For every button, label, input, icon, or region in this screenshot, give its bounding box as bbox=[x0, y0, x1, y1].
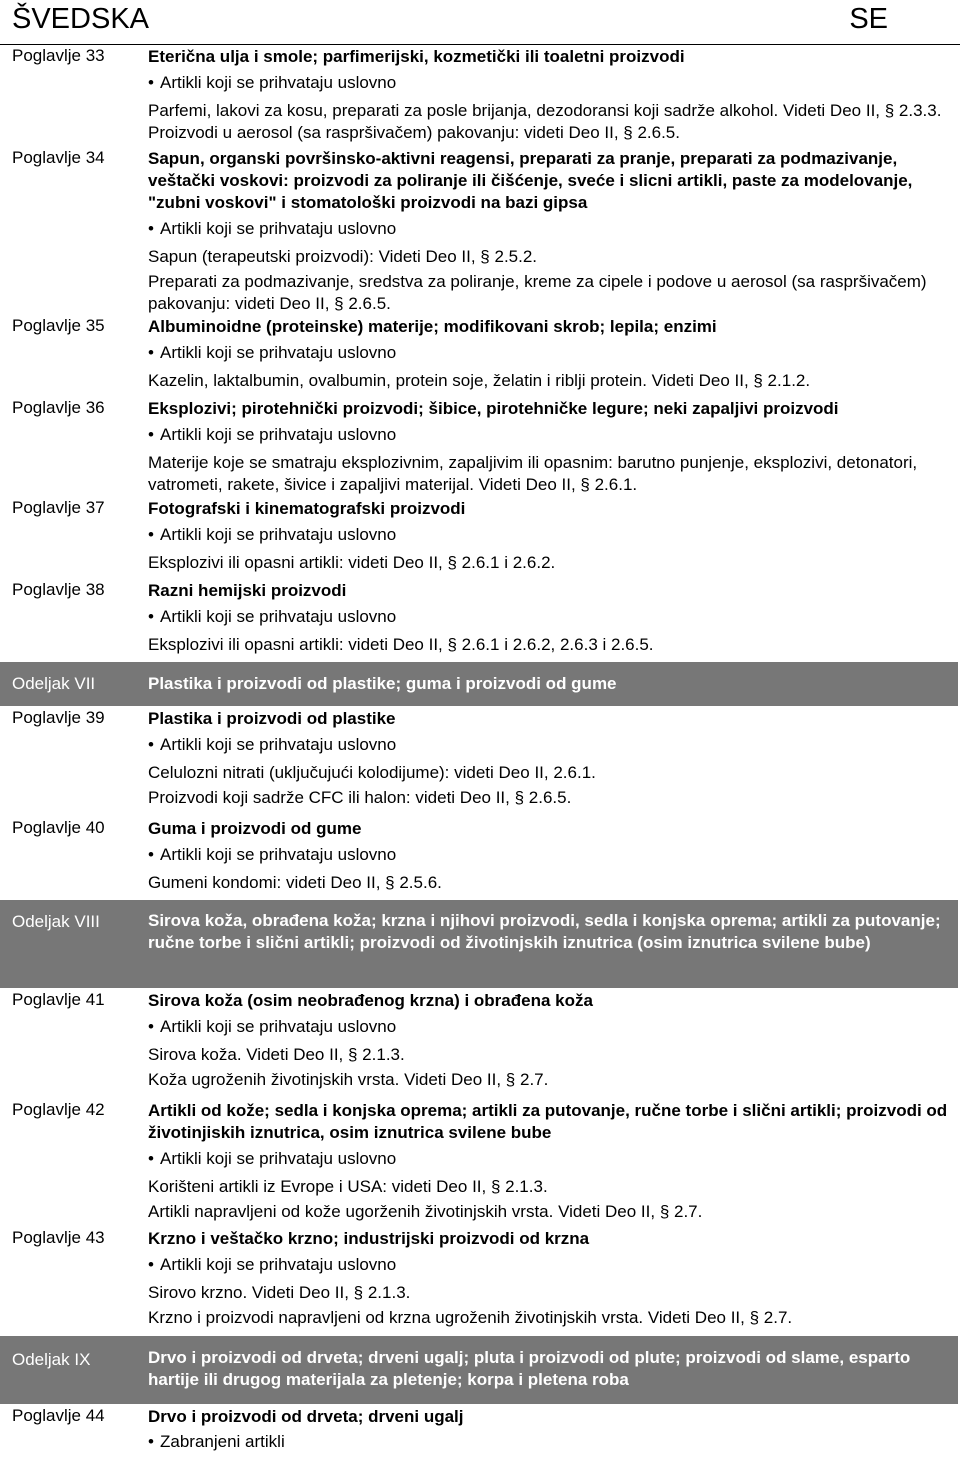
chapter-title: Drvo i proizvodi od drveta; drveni ugalj bbox=[148, 1407, 464, 1426]
chapter-label: Poglavlje 39 bbox=[12, 708, 105, 727]
conditional-bullet: • Artikli koji se prihvataju uslovno bbox=[148, 845, 397, 864]
conditional-bullet: • Artikli koji se prihvataju uslovno bbox=[148, 343, 397, 362]
section-8-banner bbox=[0, 900, 958, 988]
chapter-label: Poglavlje 37 bbox=[12, 498, 105, 517]
chapter-title: Guma i proizvodi od gume bbox=[148, 819, 362, 838]
chapter-label: Poglavlje 41 bbox=[12, 990, 105, 1009]
chapter-title: Eterična ulja i smole; parfimerijski, kozmetički ili toaletni proizvodi bbox=[148, 47, 685, 66]
chapter-title: Albuminoidne (proteinske) materije; modifikovani skrob; lepila; enzimi bbox=[148, 317, 717, 336]
chapter-title: Sirova koža (osim neobrađenog krzna) i obrađena koža bbox=[148, 991, 593, 1010]
chapter-line: Koža ugroženih životinjskih vrsta. Videti Deo II, § 2.7. bbox=[148, 1070, 549, 1089]
chapter-line: Parfemi, lakovi za kosu, preparati za posle brijanja, dezodoransi koji sadrže alkohol. Videti Deo II, § 2.3.3. Proizvodi u aerosol (sa raspršivačem) pakovanju: videti Deo II, § 2.6.5. bbox=[148, 101, 942, 142]
chapter-line: Korišteni artikli iz Evrope i USA: videti Deo II, § 2.1.3. bbox=[148, 1177, 548, 1196]
chapter-label: Poglavlje 35 bbox=[12, 316, 105, 335]
conditional-bullet: • Artikli koji se prihvataju uslovno bbox=[148, 73, 397, 92]
section-title: Drvo i proizvodi od drveta; drveni ugalj; pluta i proizvodi od plute; proizvodi od slame, esparto hartije ili drugog materijala za pletenje; korpa i pletena roba bbox=[148, 1348, 911, 1389]
conditional-bullet: • Artikli koji se prihvataju uslovno bbox=[148, 607, 397, 626]
chapter-label: Poglavlje 44 bbox=[12, 1406, 105, 1425]
chapter-label: Poglavlje 42 bbox=[12, 1100, 105, 1119]
conditional-bullet: • Artikli koji se prihvataju uslovno bbox=[148, 425, 397, 444]
chapter-line: Sirova koža. Videti Deo II, § 2.1.3. bbox=[148, 1045, 405, 1064]
chapter-title: Eksplozivi; pirotehnički proizvodi; šibice, pirotehničke legure; neki zapaljivi proizvodi bbox=[148, 399, 839, 418]
chapter-line: Celulozni nitrati (uključujući kolodijume): videti Deo II, 2.6.1. bbox=[148, 763, 596, 782]
chapter-title: Fotografski i kinematografski proizvodi bbox=[148, 499, 466, 518]
chapter-title: Krzno i veštačko krzno; industrijski proizvodi od krzna bbox=[148, 1229, 590, 1248]
conditional-bullet: • Artikli koji se prihvataju uslovno bbox=[148, 525, 397, 544]
chapter-line: Gumeni kondomi: videti Deo II, § 2.5.6. bbox=[148, 873, 442, 892]
section-title: Plastika i proizvodi od plastike; guma i proizvodi od gume bbox=[148, 674, 617, 693]
section-9-banner bbox=[0, 1336, 958, 1404]
chapter-line: Preparati za podmazivanje, sredstva za poliranje, kreme za cipele i podove u aerosol (sa raspršivačem) pakovanju: videti Deo II, § 2.6.5. bbox=[148, 272, 927, 313]
chapter-line: Krzno i proizvodi napravljeni od krzna ugroženih životinjskih vrsta. Videti Deo II, § 2.7. bbox=[148, 1308, 793, 1327]
chapter-title: Sapun, organski površinsko-aktivni reagensi, preparati za pranje, preparati za podmazivanje, veštački voskovi: proizvodi za poliranje ili čišćenje, sveće i slicni artikli, paste za modelovanje, "zubni voskovi" i stomatološki proizvodi na bazi gipsa bbox=[148, 149, 913, 212]
country-name: ŠVEDSKA bbox=[12, 3, 149, 35]
chapter-line: Kazelin, laktalbumin, ovalbumin, protein soje, želatin i riblji protein. Videti Deo II, § 2.1.2. bbox=[148, 371, 811, 390]
chapter-label: Poglavlje 38 bbox=[12, 580, 105, 599]
page-header bbox=[0, 0, 960, 45]
chapter-line: Proizvodi koji sadrže CFC ili halon: videti Deo II, § 2.6.5. bbox=[148, 788, 572, 807]
chapter-line: Sapun (terapeutski proizvodi): Videti Deo II, § 2.5.2. bbox=[148, 247, 538, 266]
conditional-bullet: • Artikli koji se prihvataju uslovno bbox=[148, 1017, 397, 1036]
country-code: SE bbox=[849, 3, 888, 35]
prohibited-bullet: • Zabranjeni artikli bbox=[148, 1432, 285, 1451]
chapter-line: Artikli napravljeni od kože ugorženih životinjskih vrsta. Videti Deo II, § 2.7. bbox=[148, 1202, 703, 1221]
chapter-label: Poglavlje 34 bbox=[12, 148, 105, 167]
conditional-bullet: • Artikli koji se prihvataju uslovno bbox=[148, 1255, 397, 1274]
section-label: Odeljak VIII bbox=[12, 912, 100, 931]
chapter-line: Eksplozivi ili opasni artikli: videti Deo II, § 2.6.1 i 2.6.2, 2.6.3 i 2.6.5. bbox=[148, 635, 654, 654]
chapter-label: Poglavlje 40 bbox=[12, 818, 105, 837]
chapter-title: Plastika i proizvodi od plastike bbox=[148, 709, 396, 728]
chapter-label: Poglavlje 36 bbox=[12, 398, 105, 417]
chapter-line: Eksplozivi ili opasni artikli: videti Deo II, § 2.6.1 i 2.6.2. bbox=[148, 553, 556, 572]
section-7-banner bbox=[0, 662, 958, 706]
chapter-line: Sirovo krzno. Videti Deo II, § 2.1.3. bbox=[148, 1283, 411, 1302]
chapter-title: Artikli od kože; sedla i konjska oprema; artikli za putovanje, ručne torbe i slični artikli; proizvodi od životinjiskih iznutrica, osim iznutrica svilene bube bbox=[148, 1101, 948, 1142]
conditional-bullet: • Artikli koji se prihvataju uslovno bbox=[148, 735, 397, 754]
chapter-label: Poglavlje 43 bbox=[12, 1228, 105, 1247]
section-label: Odeljak IX bbox=[12, 1350, 91, 1369]
section-title: Sirova koža, obrađena koža; krzna i njihovi proizvodi, sedla i konjska oprema; artikli za putovanje; ručne torbe i slični artikli; proizvodi od životinjskih iznutrica (osim iznutrica svilene bube) bbox=[148, 911, 941, 952]
conditional-bullet: • Artikli koji se prihvataju uslovno bbox=[148, 1149, 397, 1168]
section-label: Odeljak VII bbox=[12, 674, 96, 693]
chapter-label: Poglavlje 33 bbox=[12, 46, 105, 65]
chapter-line: Materije koje se smatraju eksplozivnim, zapaljivim ili opasnim: barutno punjenje, eksplozivi, detonatori, vatrometi, rakete, šivice i zapaljivi materijal. Videti Deo II, § 2.6.1. bbox=[148, 453, 918, 494]
conditional-bullet: • Artikli koji se prihvataju uslovno bbox=[148, 219, 397, 238]
chapter-title: Razni hemijski proizvodi bbox=[148, 581, 347, 600]
